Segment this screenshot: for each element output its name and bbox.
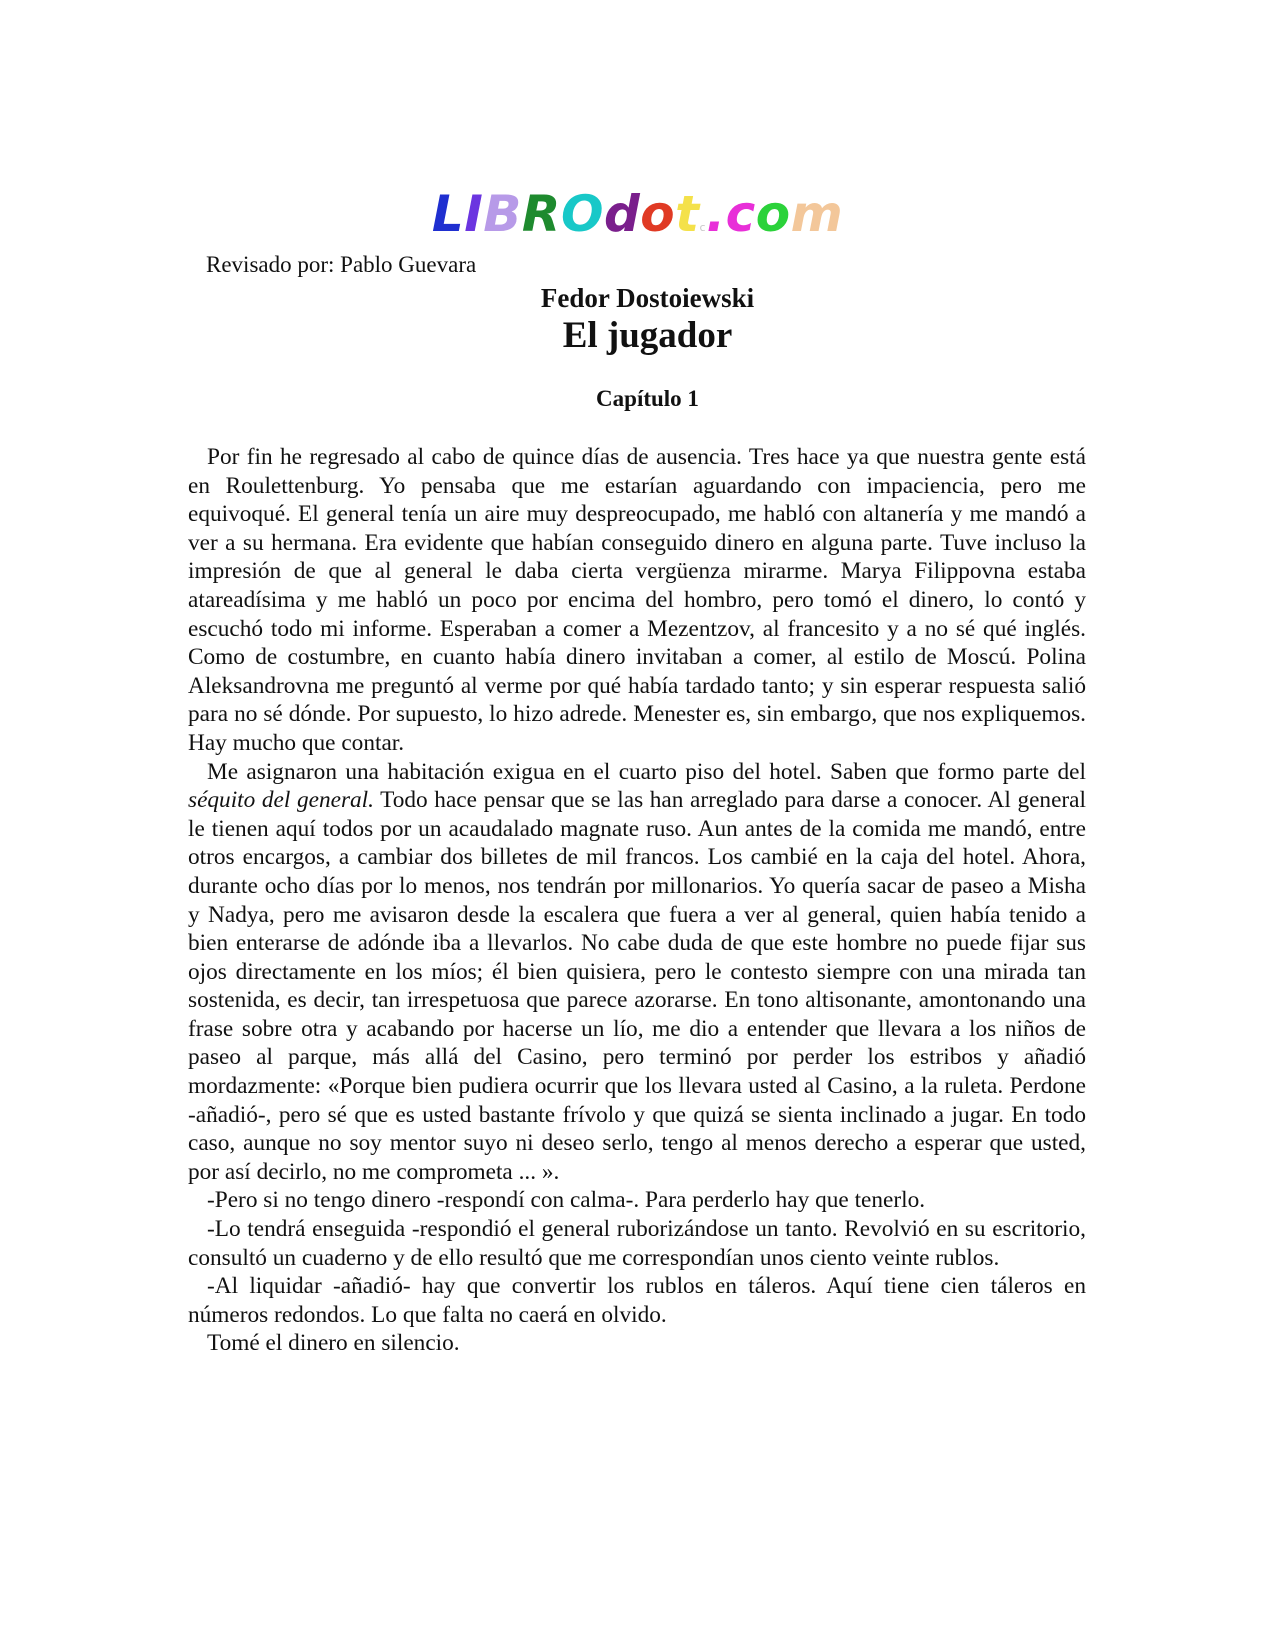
logo-letter: L — [431, 185, 465, 243]
reviewer-credit: Revisado por: Pablo Guevara — [206, 252, 477, 277]
logo-letter: t — [675, 185, 700, 243]
logo-letter: c — [725, 185, 756, 243]
paragraph-text: Me asignaron una habitación exigua en el cuarto piso del hotel. Saben que formo parte del — [207, 758, 1086, 785]
paragraph: Tomé el dinero en silencio. — [207, 1330, 460, 1357]
paragraph-text: Todo hace pensar que se las han arreglado para darse a conocer. Al general le tienen aquí todos por un acaudalado magnate ruso. Aun antes de la comida me mandó, entre otros encargos, a cambiar dos billetes de mil francos. Los cambié en la caja del hotel. Ahora, durante ocho días por lo menos, nos tendrán por millonarios. Yo quería sacar de paseo a Misha y Nadya, pero me avisaron desde la escalera que fuera a ver al general, quien había tenido a bien enterarse de adónde iba a llevarlos. No cabe duda de que este hombre no puede fijar sus ojos directamente en los míos; él bien quisiera, pero le contesto siempre con una mirada tan sostenida, es decir, tan irrespetuosa que parece azorarse. En tono altisonante, amontonando una frase sobre otra y acabando por hacerse un lío, me dio a entender que llevara a los niños de paseo al parque, más allá del Casino, pero terminó por perder los estribos y añadió mordazmente: «Porque bien pudiera ocurrir que los llevara usted al Casino, a la ruleta. Perdone -añadió-, pero sé que es usted bastante frívolo y que quizá se sienta inclinado a jugar. En todo caso, aunque no soy mentor suyo ni deseo serlo, tengo al menos derecho a esperar que usted, por así decirlo, no me comprometa ... ». — [188, 787, 1086, 1185]
logo-letter: I — [464, 185, 484, 243]
paragraph: -Lo tendrá enseguida -respondió el general ruborizándose un tanto. Revolvió en su escritorio, consultó un cuaderno y de ello resultó que me correspondían unos ciento veinte rublos. — [188, 1216, 1086, 1271]
logo-letter: o — [640, 185, 676, 243]
paragraph — [188, 758, 1086, 1187]
paragraph: -Al liquidar -añadió- hay que convertir los rublos en táleros. Aquí tiene cien táleros en números redondos. Lo que falta no caerá en olvido. — [188, 1273, 1086, 1328]
chapter-body — [188, 443, 1086, 1358]
chapter-heading: Capítulo 1 — [596, 386, 699, 411]
logo-letter: B — [483, 185, 522, 243]
logo-letter: O — [560, 185, 604, 243]
paragraph: -Pero si no tengo dinero -respondí con calma-. Para perderlo hay que tenerlo. — [207, 1187, 926, 1214]
author-name: Fedor Dostoiewski — [540, 283, 755, 313]
logo-letter: m — [790, 185, 844, 243]
book-title: El jugador — [562, 315, 733, 356]
logo-letter: d — [603, 185, 641, 243]
logo-letter: R — [521, 185, 561, 243]
logo-letter: . — [706, 185, 726, 243]
logo-letter: c — [699, 221, 707, 234]
italic-phrase: séquito del general. — [188, 787, 374, 814]
paragraph: Por fin he regresado al cabo de quince días de ausencia. Tres hace ya que nuestra gente está en Roulettenburg. Yo pensaba que me estarían aguardando con impaciencia, pero me equivoqué. El general tenía un aire muy despreocupado, me habló con altanería y me mandó a ver a su hermana. Era evidente que habían conseguido dinero en alguna parte. Tuve incluso la impresión de que al general le daba cierta vergüenza mirarme. Marya Filippovna estaba atareadísima y me habló un poco por encima del hombro, pero tomó el dinero, lo contó y escuchó todo mi informe. Esperaban a comer a Mezentzov, al francesito y a no sé qué inglés. Como de costumbre, en cuanto había dinero invitaban a comer, al estilo de Moscú. Polina Aleksandrovna me preguntó al verme por qué había tardado tanto; y sin esperar respuesta salió para no sé dónde. Por supuesto, lo hizo adrede. Menester es, sin embargo, que nos expliquemos. Hay mucho que contar. — [188, 444, 1086, 756]
logo-letter: o — [755, 185, 791, 243]
librodot-logo — [0, 186, 1275, 256]
